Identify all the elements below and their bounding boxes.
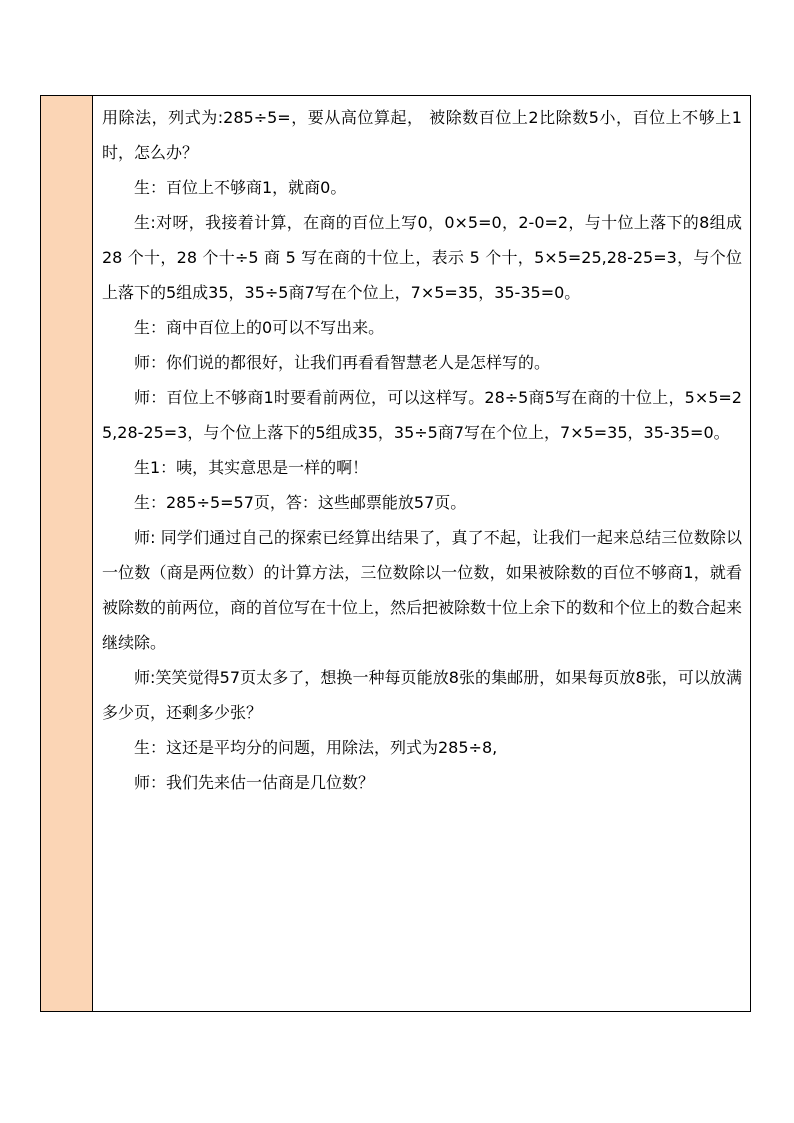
left-label-cell <box>41 96 93 1011</box>
paragraph-12: 师：我们先来估一估商是几位数？ <box>134 773 375 792</box>
paragraph-11: 生：这还是平均分的问题，用除法，列式为285÷8, <box>134 738 498 757</box>
lesson-table <box>40 95 751 1012</box>
content-cell <box>93 96 750 1011</box>
paragraph-1: 用除法，列式为:285÷5=，要从高位算起， 被除数百位上2比除数5小，百位上不够上1时，怎么办？ <box>102 108 742 162</box>
paragraph-8: 生：285÷5=57页，答：这些邮票能放57页。 <box>134 493 467 512</box>
paragraph-4: 生：商中百位上的0可以不写出来。 <box>134 318 385 337</box>
paragraph-2: 生：百位上不够商1，就商0。 <box>134 178 347 197</box>
paragraph-5: 师：你们说的都很好，让我们再看看智慧老人是怎样写的。 <box>134 353 551 372</box>
paragraph-7: 生1：咦，其实意思是一样的啊！ <box>134 458 369 477</box>
paragraph-6: 师：百位上不够商1时要看前两位，可以这样写。28÷5商5写在商的十位上，5×5=25,28-25=3，与个位上落下的5组成35，35÷5商7写在个位上，7×5=35，35-35=0。 <box>102 388 742 442</box>
paragraph-10: 师:笑笑觉得57页太多了，想换一种每页能放8张的集邮册，如果每页放8张，可以放满多少页，还剩多少张？ <box>102 668 742 722</box>
paragraph-9: 师: 同学们通过自己的探索已经算出结果了，真了不起，让我们一起来总结三位数除以一位数（商是两位数）的计算方法，三位数除以一位数，如果被除数的百位不够商1，就看被除数的前两位，商的首位写在十位上，然后把被除数十位上余下的数和个位上的数合起来继续除。 <box>102 528 743 652</box>
paragraph-3: 生:对呀，我接着计算，在商的百位上写0，0×5=0，2-0=2，与十位上落下的8组成 28 个十，28 个十÷5 商 5 写在商的十位上，表示 5 个十，5×5=25,28-25=3，与个位上落下的5组成35，35÷5商7写在个位上，7×5=35，35-35=0。 <box>102 213 742 302</box>
